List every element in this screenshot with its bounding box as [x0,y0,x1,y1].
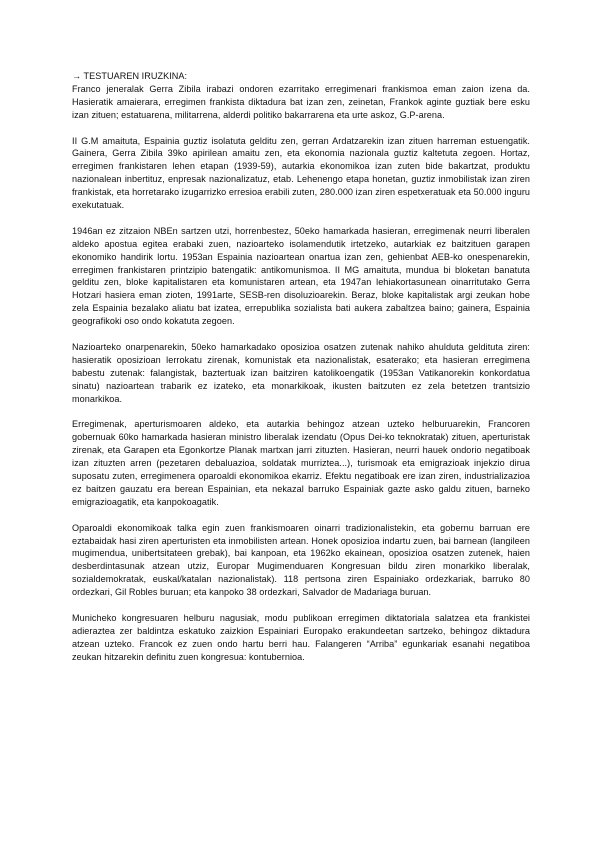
document-page [72,70,530,676]
document-heading: → TESTUAREN IRUZKINA: [72,71,188,81]
paragraph-6: Oparoaldi ekonomikoak talka egin zuen frankismoaren oinarri tradizionalistekin, eta gobernu barruan ere eztabaidak hasi ziren aperturisten eta inmobilisten artean. Honek oposizioa indartu zuen, bai barnean (langileen mugimendua, unibertsitateen grebak), bai kanpoan, eta 1962ko ekainean, oposizioa osatzen zutenek, haien desberdintasunak atzean utziz, Europar Mugimenduaren Kongresuan bildu ziren monarkiko liberalak, sozialdemokratak, euskal/katalan nazionalistak). 118 pertsona ziren Espainiako ordezkariak, barruko 80 ordezkari, Gil Robles buruan; eta kanpoko 38 ordezkari, Salvador de Madariaga buruan. [72,522,530,598]
paragraph-5: Erregimenak, aperturismoaren aldeko, eta autarkia behingoz atzean uzteko helburuarekin, Francoren gobernuak 60ko hamarkada hasieran ministro liberalak izendatu (Opus Dei-ko teknokratak) zituen, aperturistak zirenak, eta Garapen eta Egonkortze Planak martxan jarri zituzten. Hasieran, neurri hauek ondorio negatiboak izan zituzten arren (pezetaren debaluazioa, soldatak murriztea...), turismoak eta emigrazioak injekzio dirua suposatu zuten, erregimenera oparoaldi ekonomikoa ekarriz. Efektu negatiboak ere izan ziren, industrializazioa ez baitzen gauzatu era berean Espainian, eta nekazal barruko Espainiak gazte asko galdu zituen, barneko emigrazioagatik, eta kanpokoagatik. [72,419,530,507]
paragraph-2: II G.M amaituta, Espainia guztiz isolatuta gelditu zen, gerran Ardatzarekin izan zituen harreman estuengatik. Gainera, Gerra Zibila 39ko apirilean amaitu zen, eta ekonomia nazionala guztiz kaltetuta zegoen. Hortaz, erregimen frankistaren lehen etapan (1939-59), autarkia ekonomikoa izan zuten bide bakartzat, produktu nazionalean inbertituz, enpresak nazionalizatuz, etab. Lehenengo etapa honetan, guztiz inmobilistak izan ziren frankistak, eta horretarako izugarrizko erresioa erabili zuten, 280.000 izan ziren espetxeratuak eta 50.000 inguru exekutatuak. [72,135,530,211]
paragraph-7: Municheko kongresuaren helburu nagusiak, modu publikoan erregimen diktatoriala salatzea eta frankistei adieraztea zer baldintza eskatuko zaizkion Espainiari Europako erakundeetan sartzeko, behingoz diktadura atzean uzteko. Francok ez zuen ondo hartu berri hau. Falangeren “Arriba” egunkariak esanahi negatiboa zeukan hitzarekin definitu zuen kongresua: kontubernioa. [72,612,530,662]
paragraph-1: Franco jeneralak Gerra Zibila irabazi ondoren ezarritako erregimenari frankismoa eman zaion izena da. Hasieratik amaierara, erregimen frankista diktadura bat izan zen, zeinetan, Frankok aginte guztiak bere esku izan zituen; estatuarena, militarrena, alderdi politiko bakarrarena eta urte askoz, G.P-arena. [72,83,530,120]
paragraph-3: 1946an ez zitzaion NBEn sartzen utzi, horrenbestez, 50eko hamarkada hasieran, erregimenak neurri liberalen aldeko apostua egitea erabaki zuen, nazioarteko isolamendutik irtetzeko, autarkiak ez baitzituen garapen ekonomiko handirik lortu. 1953an Espainia nazioartean onartua izan zen, gehienbat AEB-ko onespenarekin, erregimen frankistaren printzipio batengatik: antikomunismoa. II MG amaituta, mundua bi bloketan banatuta gelditu zen, bloke kapitalistaren eta komunistaren artean, eta 1947an lehiakortasunean oinarritutako Gerra Hotzari hasiera eman zioten, 1991arte, SESB-ren disoluzioarekin. Beraz, bloke kapitalistak argi zeukan hobe zela Espainia bezalako aliatu bat izatea, errepublika sozialista bati aukera zabaltzea baino; gainera, Espainia geografikoki oso ondo kokatuta zegoen. [72,225,530,327]
paragraph-4: Nazioarteko onarpenarekin, 50eko hamarkadako oposizioa osatzen zutenak nahiko ahulduta geldituta ziren: hasieratik oposizioan lerrokatu zirenak, komunistak eta nazionalistak, esaterako; eta hasieran erregimena babestu zutenak: falangistak, baztertuak izan baitziren katolikoengatik (1953an Vatikanorekin konkordatua sinatu) nazioartean trabarik ez izateko, eta monarkikoak, ikusten baitzuten ez zela betetzen trantsizio monarkikoa. [72,341,530,404]
